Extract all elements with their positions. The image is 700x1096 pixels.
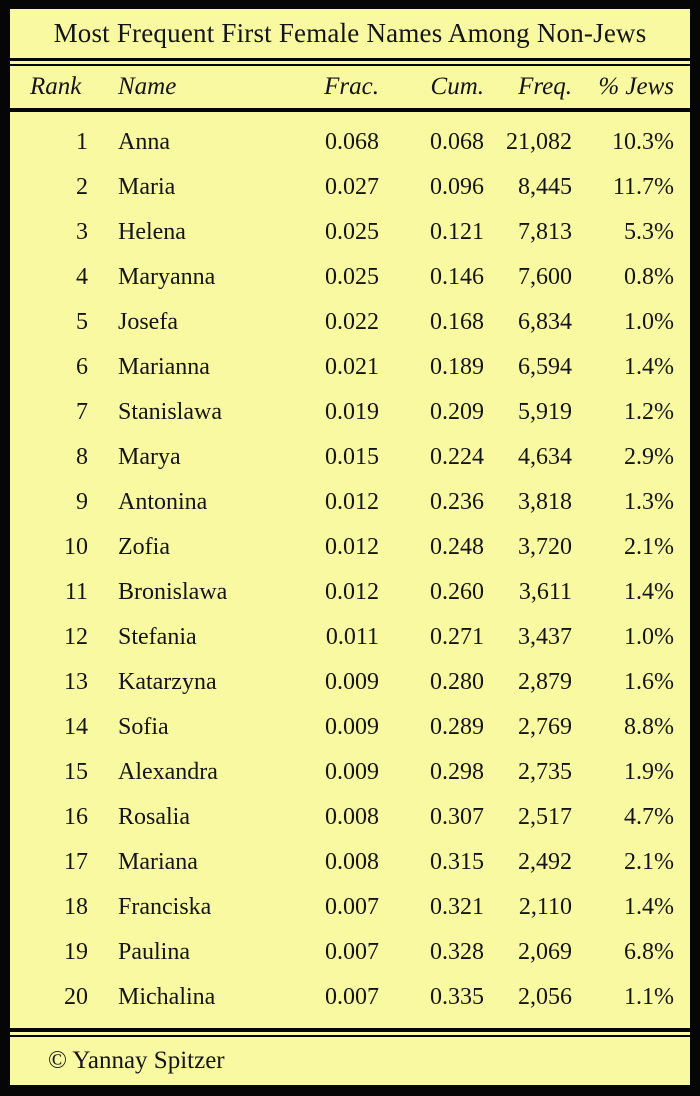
- freq-cell: 2,517: [518, 804, 572, 830]
- name-cell: Franciska: [118, 894, 212, 920]
- rank-cell: 13: [64, 669, 88, 695]
- cum-cell: 0.068: [430, 129, 484, 155]
- column-header-row: [10, 66, 690, 108]
- frac-cell: 0.007: [325, 984, 379, 1010]
- freq-cell: 2,069: [518, 939, 572, 965]
- name-cell: Marianna: [118, 354, 210, 380]
- pct-jews-cell: 2.1%: [624, 534, 674, 560]
- pct-jews-cell: 10.3%: [612, 129, 674, 155]
- copyright-footer: [10, 1037, 690, 1085]
- column-header-freq: Freq.: [518, 73, 572, 100]
- column-header-cum: Cum.: [430, 73, 484, 100]
- column-header-name: Name: [118, 73, 177, 100]
- name-cell: Stefania: [118, 624, 197, 650]
- rank-cell: 4: [76, 264, 88, 290]
- name-cell: Rosalia: [118, 804, 190, 830]
- rank-cell: 10: [64, 534, 88, 560]
- rank-cell: 9: [76, 489, 88, 515]
- frac-cell: 0.011: [325, 624, 379, 650]
- cum-cell: 0.315: [430, 849, 484, 875]
- frac-cell: 0.012: [325, 489, 379, 515]
- name-cell: Josefa: [118, 309, 178, 335]
- rank-cell: 18: [64, 894, 88, 920]
- pct-jews-cell: 11.7%: [612, 174, 674, 200]
- cum-cell: 0.224: [430, 444, 484, 470]
- rank-cell: 17: [64, 849, 88, 875]
- freq-cell: 2,110: [518, 894, 572, 920]
- rank-cell: 15: [64, 759, 88, 785]
- frac-cell: 0.009: [325, 759, 379, 785]
- freq-cell: 3,720: [518, 534, 572, 560]
- name-cell: Helena: [118, 219, 186, 245]
- freq-cell: 2,769: [518, 714, 572, 740]
- name-cell: Maria: [118, 174, 176, 200]
- name-cell: Zofia: [118, 534, 170, 560]
- pct-jews-cell: 2.9%: [624, 444, 674, 470]
- table-row: [10, 930, 690, 975]
- pct-jews-cell: 6.8%: [624, 939, 674, 965]
- pct-jews-cell: 1.0%: [624, 309, 674, 335]
- pct-jews-cell: 1.3%: [624, 489, 674, 515]
- rank-cell: 20: [64, 984, 88, 1010]
- cum-cell: 0.271: [430, 624, 484, 650]
- pct-jews-cell: 1.2%: [624, 399, 674, 425]
- freq-cell: 8,445: [518, 174, 572, 200]
- pct-jews-cell: 1.4%: [624, 894, 674, 920]
- cum-cell: 0.146: [430, 264, 484, 290]
- frac-cell: 0.007: [325, 894, 379, 920]
- page-title: Most Frequent First Female Names Among Non-Jews: [10, 9, 690, 58]
- pct-jews-cell: 1.9%: [624, 759, 674, 785]
- column-header-rank: Rank: [30, 73, 82, 100]
- pct-jews-cell: 8.8%: [624, 714, 674, 740]
- freq-cell: 2,735: [518, 759, 572, 785]
- frac-cell: 0.008: [325, 849, 379, 875]
- table-row: [10, 525, 690, 570]
- table-row: [10, 480, 690, 525]
- table-row: [10, 705, 690, 750]
- cum-cell: 0.307: [430, 804, 484, 830]
- pct-jews-cell: 1.4%: [624, 354, 674, 380]
- freq-cell: 6,834: [518, 309, 572, 335]
- cum-cell: 0.260: [430, 579, 484, 605]
- table-row: [10, 840, 690, 885]
- table-row: [10, 435, 690, 480]
- freq-cell: 3,437: [518, 624, 572, 650]
- frac-cell: 0.022: [325, 309, 379, 335]
- freq-cell: 2,879: [518, 669, 572, 695]
- rank-cell: 14: [64, 714, 88, 740]
- freq-cell: 2,492: [518, 849, 572, 875]
- frac-cell: 0.009: [325, 669, 379, 695]
- frac-cell: 0.021: [325, 354, 379, 380]
- frac-cell: 0.027: [325, 174, 379, 200]
- cum-cell: 0.280: [430, 669, 484, 695]
- pct-jews-cell: 1.4%: [624, 579, 674, 605]
- cum-cell: 0.289: [430, 714, 484, 740]
- cum-cell: 0.168: [430, 309, 484, 335]
- table-row: [10, 165, 690, 210]
- pct-jews-cell: 4.7%: [624, 804, 674, 830]
- table-row: [10, 660, 690, 705]
- cum-cell: 0.209: [430, 399, 484, 425]
- pct-jews-cell: 2.1%: [624, 849, 674, 875]
- frac-cell: 0.009: [325, 714, 379, 740]
- column-header-pct-jews: % Jews: [598, 73, 674, 100]
- table-row: [10, 885, 690, 930]
- table-panel: [10, 9, 690, 1085]
- cum-cell: 0.236: [430, 489, 484, 515]
- cum-cell: 0.298: [430, 759, 484, 785]
- table-row: [10, 615, 690, 660]
- frac-cell: 0.025: [325, 264, 379, 290]
- pct-jews-cell: 1.6%: [624, 669, 674, 695]
- pct-jews-cell: 5.3%: [624, 219, 674, 245]
- table-row: [10, 570, 690, 615]
- cum-cell: 0.189: [430, 354, 484, 380]
- name-cell: Antonina: [118, 489, 208, 515]
- frac-cell: 0.025: [325, 219, 379, 245]
- name-cell: Mariana: [118, 849, 198, 875]
- rank-cell: 19: [64, 939, 88, 965]
- table-row: [10, 345, 690, 390]
- name-cell: Marya: [118, 444, 181, 470]
- rank-cell: 7: [76, 399, 88, 425]
- freq-cell: 2,056: [518, 984, 572, 1010]
- copyright-text: © Yannay Spitzer: [48, 1047, 225, 1074]
- cum-cell: 0.335: [430, 984, 484, 1010]
- freq-cell: 5,919: [518, 399, 572, 425]
- frac-cell: 0.008: [325, 804, 379, 830]
- pct-jews-cell: 1.0%: [624, 624, 674, 650]
- rank-cell: 6: [76, 354, 88, 380]
- table-row: [10, 390, 690, 435]
- frac-cell: 0.019: [325, 399, 379, 425]
- freq-cell: 7,600: [518, 264, 572, 290]
- freq-cell: 21,082: [506, 129, 572, 155]
- name-cell: Michalina: [118, 984, 216, 1010]
- freq-cell: 6,594: [518, 354, 572, 380]
- pct-jews-cell: 1.1%: [624, 984, 674, 1010]
- cum-cell: 0.328: [430, 939, 484, 965]
- cum-cell: 0.248: [430, 534, 484, 560]
- rank-cell: 12: [64, 624, 88, 650]
- cum-cell: 0.121: [430, 219, 484, 245]
- rank-cell: 1: [76, 129, 88, 155]
- table-row: [10, 300, 690, 345]
- rank-cell: 11: [64, 579, 88, 605]
- freq-cell: 4,634: [518, 444, 572, 470]
- rank-cell: 3: [76, 219, 88, 245]
- rank-cell: 16: [64, 804, 88, 830]
- name-cell: Alexandra: [118, 759, 218, 785]
- table-row: [10, 795, 690, 840]
- table-row: [10, 750, 690, 795]
- name-cell: Anna: [118, 129, 170, 155]
- name-cell: Paulina: [118, 939, 190, 965]
- freq-cell: 3,818: [518, 489, 572, 515]
- name-cell: Bronislawa: [118, 579, 228, 605]
- table-row: [10, 975, 690, 1020]
- table-row: [10, 210, 690, 255]
- pct-jews-cell: 0.8%: [624, 264, 674, 290]
- cum-cell: 0.321: [430, 894, 484, 920]
- name-cell: Maryanna: [118, 264, 216, 290]
- freq-cell: 7,813: [518, 219, 572, 245]
- frac-cell: 0.007: [325, 939, 379, 965]
- name-cell: Katarzyna: [118, 669, 217, 695]
- rank-cell: 8: [76, 444, 88, 470]
- name-cell: Sofia: [118, 714, 169, 740]
- rank-cell: 2: [76, 174, 88, 200]
- table-body: [10, 112, 690, 1028]
- column-header-frac: Frac.: [324, 73, 379, 100]
- frac-cell: 0.068: [325, 129, 379, 155]
- cum-cell: 0.096: [430, 174, 484, 200]
- table-row: [10, 120, 690, 165]
- freq-cell: 3,611: [518, 579, 572, 605]
- table-row: [10, 255, 690, 300]
- rank-cell: 5: [76, 309, 88, 335]
- name-cell: Stanislawa: [118, 399, 222, 425]
- frac-cell: 0.012: [325, 579, 379, 605]
- frac-cell: 0.012: [325, 534, 379, 560]
- frac-cell: 0.015: [325, 444, 379, 470]
